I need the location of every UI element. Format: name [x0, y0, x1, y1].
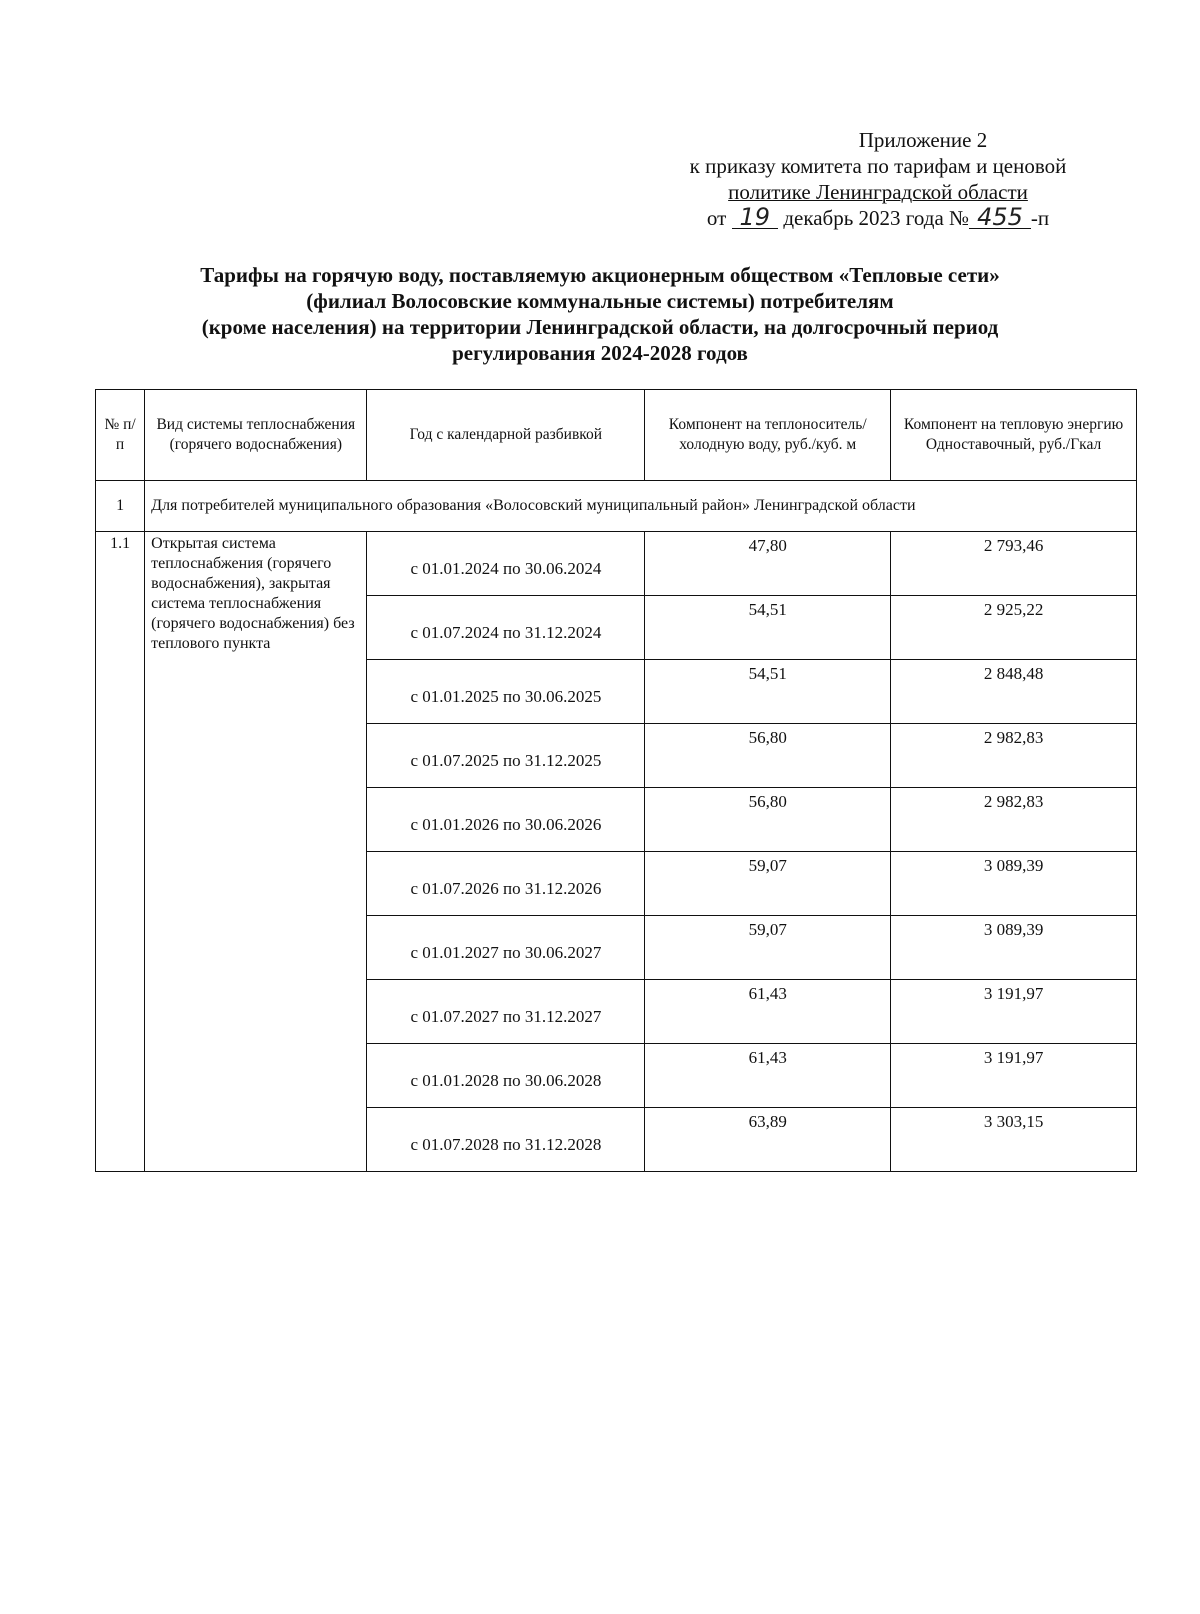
heat-component-cell: 3 191,97 — [891, 1044, 1137, 1108]
water-component-cell: 56,80 — [645, 788, 891, 852]
header-water-component: Компонент на теплоноситель/холодную воду, руб./куб. м — [645, 390, 891, 481]
tariff-table — [95, 389, 1137, 1172]
heat-component-cell: 2 848,48 — [891, 660, 1137, 724]
handwritten-day: 19 — [732, 206, 779, 229]
heat-component-cell: 3 089,39 — [891, 916, 1137, 980]
order-suffix: -п — [1030, 206, 1050, 230]
period-cell: с 01.07.2028 по 31.12.2028 — [367, 1108, 645, 1172]
heat-component-cell: 2 793,46 — [891, 532, 1137, 596]
heat-component-cell: 2 982,83 — [891, 788, 1137, 852]
appendix-authority-line: политике Ленинградской области — [728, 180, 1028, 204]
header-system-type: Вид системы теплоснабжения (горячего водоснабжения) — [145, 390, 367, 481]
period-cell: с 01.07.2027 по 31.12.2027 — [367, 980, 645, 1044]
title-line-2: (филиал Волосовские коммунальные системы) потребителям — [306, 289, 894, 313]
section-row — [96, 481, 1137, 532]
section-label: Для потребителей муниципального образования «Волосовский муниципальный район» Ленинградской области — [145, 481, 1137, 532]
section-num: 1 — [96, 481, 145, 532]
period-cell: с 01.01.2025 по 30.06.2025 — [367, 660, 645, 724]
water-component-cell: 63,89 — [645, 1108, 891, 1172]
handwritten-order-number: 455 — [969, 206, 1031, 229]
appendix-order-line: к приказу комитета по тарифам и ценовой — [689, 154, 1067, 178]
period-cell: с 01.01.2028 по 30.06.2028 — [367, 1044, 645, 1108]
appendix-date-line — [638, 205, 1118, 231]
period-cell: с 01.07.2026 по 31.12.2026 — [367, 852, 645, 916]
document-title — [120, 262, 1080, 366]
heat-component-cell: 3 303,15 — [891, 1108, 1137, 1172]
water-component-cell: 61,43 — [645, 980, 891, 1044]
water-component-cell: 61,43 — [645, 1044, 891, 1108]
water-component-cell: 54,51 — [645, 660, 891, 724]
water-component-cell: 54,51 — [645, 596, 891, 660]
appendix-title: Приложение 2 — [858, 128, 988, 152]
period-cell: с 01.01.2024 по 30.06.2024 — [367, 532, 645, 596]
title-line-4: регулирования 2024-2028 годов — [452, 341, 748, 365]
group-system-type: Открытая система теплоснабжения (горячего водоснабжения), закрытая система теплоснабжения (горячего водоснабжения) без теплового пункта — [145, 532, 367, 1172]
heat-component-cell: 3 089,39 — [891, 852, 1137, 916]
header-period: Год с календарной разбивкой — [367, 390, 645, 481]
group-num: 1.1 — [96, 532, 145, 1172]
heat-component-cell: 2 982,83 — [891, 724, 1137, 788]
date-middle: декабрь 2023 года № — [783, 206, 970, 230]
table-row — [96, 532, 1137, 596]
title-line-3: (кроме населения) на территории Ленинградской области, на долгосрочный период — [201, 315, 999, 339]
header-heat-component: Компонент на тепловую энергию Одноставочный, руб./Гкал — [891, 390, 1137, 481]
water-component-cell: 47,80 — [645, 532, 891, 596]
heat-component-cell: 3 191,97 — [891, 980, 1137, 1044]
period-cell: с 01.07.2024 по 31.12.2024 — [367, 596, 645, 660]
period-cell: с 01.01.2026 по 30.06.2026 — [367, 788, 645, 852]
header-num: № п/п — [96, 390, 145, 481]
period-cell: с 01.07.2025 по 31.12.2025 — [367, 724, 645, 788]
table-header-row — [96, 390, 1137, 481]
water-component-cell: 59,07 — [645, 852, 891, 916]
appendix-header — [638, 127, 1118, 231]
water-component-cell: 56,80 — [645, 724, 891, 788]
title-line-1: Тарифы на горячую воду, поставляемую акционерным обществом «Тепловые сети» — [200, 263, 1000, 287]
water-component-cell: 59,07 — [645, 916, 891, 980]
period-cell: с 01.01.2027 по 30.06.2027 — [367, 916, 645, 980]
date-prefix: от — [706, 206, 727, 230]
heat-component-cell: 2 925,22 — [891, 596, 1137, 660]
